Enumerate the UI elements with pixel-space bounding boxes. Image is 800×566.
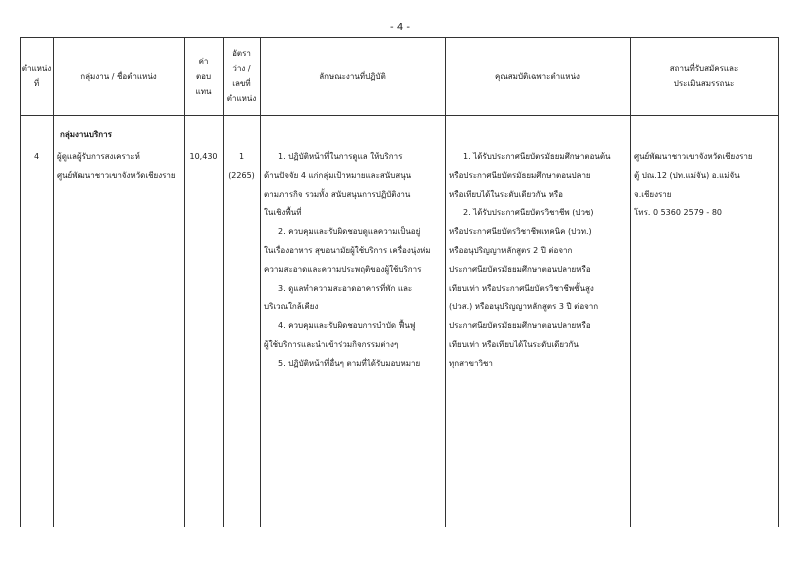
- wage-value: 10,430: [189, 152, 218, 161]
- qualification-line: ประกาศนียบัตรมัธยมศึกษาตอนปลายหรือ: [449, 264, 591, 274]
- duty-line: ผู้ใช้บริการและนำเข้าร่วมกิจกรรมต่างๆ: [264, 339, 399, 349]
- duty-line: 2. ควบคุมและรับผิดชอบดูแลความเป็นอยู่: [278, 227, 421, 237]
- group-name: กลุ่มงานบริการ: [60, 130, 112, 139]
- duty-line: ในเรื่องอาหาร สุขอนามัยผู้ใช้บริการ เครื่องนุ่งห่ม: [264, 245, 431, 255]
- qualification-line: หรือเทียบได้ในระดับเดียวกัน หรือ: [449, 189, 563, 199]
- header-location: สถานที่รับสมัครและ ประเมินสมรรถนะ: [669, 64, 739, 88]
- duty-line: ในเชิงพื้นที่: [264, 208, 302, 218]
- qualifications-text: [449, 148, 611, 374]
- header-group-name: กลุ่มงาน / ชื่อตำแหน่ง: [80, 71, 157, 81]
- position-title: [57, 148, 176, 186]
- duty-line: 1. ปฏิบัติหน้าที่ในการดูแล ให้บริการ: [278, 152, 403, 161]
- location-line: โทร. 0 5360 2579 - 80: [634, 208, 722, 218]
- duty-line: ตามภารกิจ รวมทั้ง สนับสนุนการปฏิบัติงาน: [264, 189, 411, 199]
- header-position-no: ตำแหน่ง ที่: [21, 64, 52, 88]
- position-title-line: ผู้ดูแลผู้รับการสงเคราะห์: [57, 152, 140, 161]
- qualification-line: ทุกสาขาวิชา: [449, 358, 493, 368]
- qualification-line: ประกาศนียบัตรมัธยมศึกษาตอนปลายหรือ: [449, 321, 591, 331]
- header-qualifications: คุณสมบัติเฉพาะตำแหน่ง: [495, 71, 580, 81]
- duty-line: ความสะอาดและความประพฤติของผู้ใช้บริการ: [264, 264, 422, 274]
- qualification-line: 2. ได้รับประกาศนียบัตรวิชาชีพ (ปวช): [463, 208, 594, 218]
- qualification-line: เทียบเท่า หรือประกาศนียบัตรวิชาชีพชั้นสูง: [449, 283, 594, 293]
- duty-line: 5. ปฏิบัติหน้าที่อื่นๆ ตามที่ได้รับมอบหมาย: [278, 358, 421, 368]
- header-wage: ค่า ตอบ แทน: [195, 56, 212, 96]
- vacancy-number: (2265): [228, 170, 255, 180]
- qualification-line: (ปวส.) หรืออนุปริญญาหลักสูตร 3 ปี ต่อจาก: [449, 302, 599, 312]
- vacancy-info: [223, 148, 260, 186]
- page-number: - 4 -: [390, 22, 410, 33]
- location-line: ตู้ ปณ.12 (ปท.แม่จัน) อ.แม่จัน: [634, 170, 740, 180]
- position-title-line: ศูนย์พัฒนาชาวเขาจังหวัดเชียงราย: [57, 170, 176, 180]
- header-bottom-border: [20, 115, 779, 116]
- location-text: [634, 148, 753, 223]
- duty-line: 3. ดูแลทำความสะอาดอาคารที่พัก และ: [278, 283, 413, 293]
- qualification-line: หรือประกาศนียบัตรวิชาชีพเทคนิค (ปวท.): [449, 227, 592, 237]
- table-right-border: [778, 37, 779, 527]
- location-line: จ.เชียงราย: [634, 189, 672, 199]
- position-table: [20, 37, 779, 527]
- header-duties: ลักษณะงานที่ปฏิบัติ: [319, 71, 386, 81]
- qualification-line: หรืออนุปริญญาหลักสูตร 2 ปี ต่อจาก: [449, 245, 573, 255]
- duty-line: 4. ควบคุมและรับผิดชอบการบำบัด ฟื้นฟู: [278, 321, 416, 331]
- qualification-line: 1. ได้รับประกาศนียบัตรมัธยมศึกษาตอนต้น: [463, 152, 611, 161]
- location-line: ศูนย์พัฒนาชาวเขาจังหวัดเชียงราย: [634, 152, 753, 161]
- duty-line: ด้านปัจจัย 4 แก่กลุ่มเป้าหมายและสนับสนุน: [264, 170, 412, 180]
- duty-line: บริเวณใกล้เคียง: [264, 302, 319, 312]
- header-vacancy: อัตรา ว่าง / เลขที่ ตำแหน่ง: [226, 49, 257, 103]
- qualification-line: เทียบเท่า หรือเทียบได้ในระดับเดียวกัน: [449, 339, 579, 349]
- position-number: 4: [33, 152, 40, 161]
- duties-text: [264, 148, 431, 374]
- qualification-line: หรือประกาศนียบัตรมัธยมศึกษาตอนปลาย: [449, 170, 591, 180]
- vacancy-count: 1: [238, 152, 245, 161]
